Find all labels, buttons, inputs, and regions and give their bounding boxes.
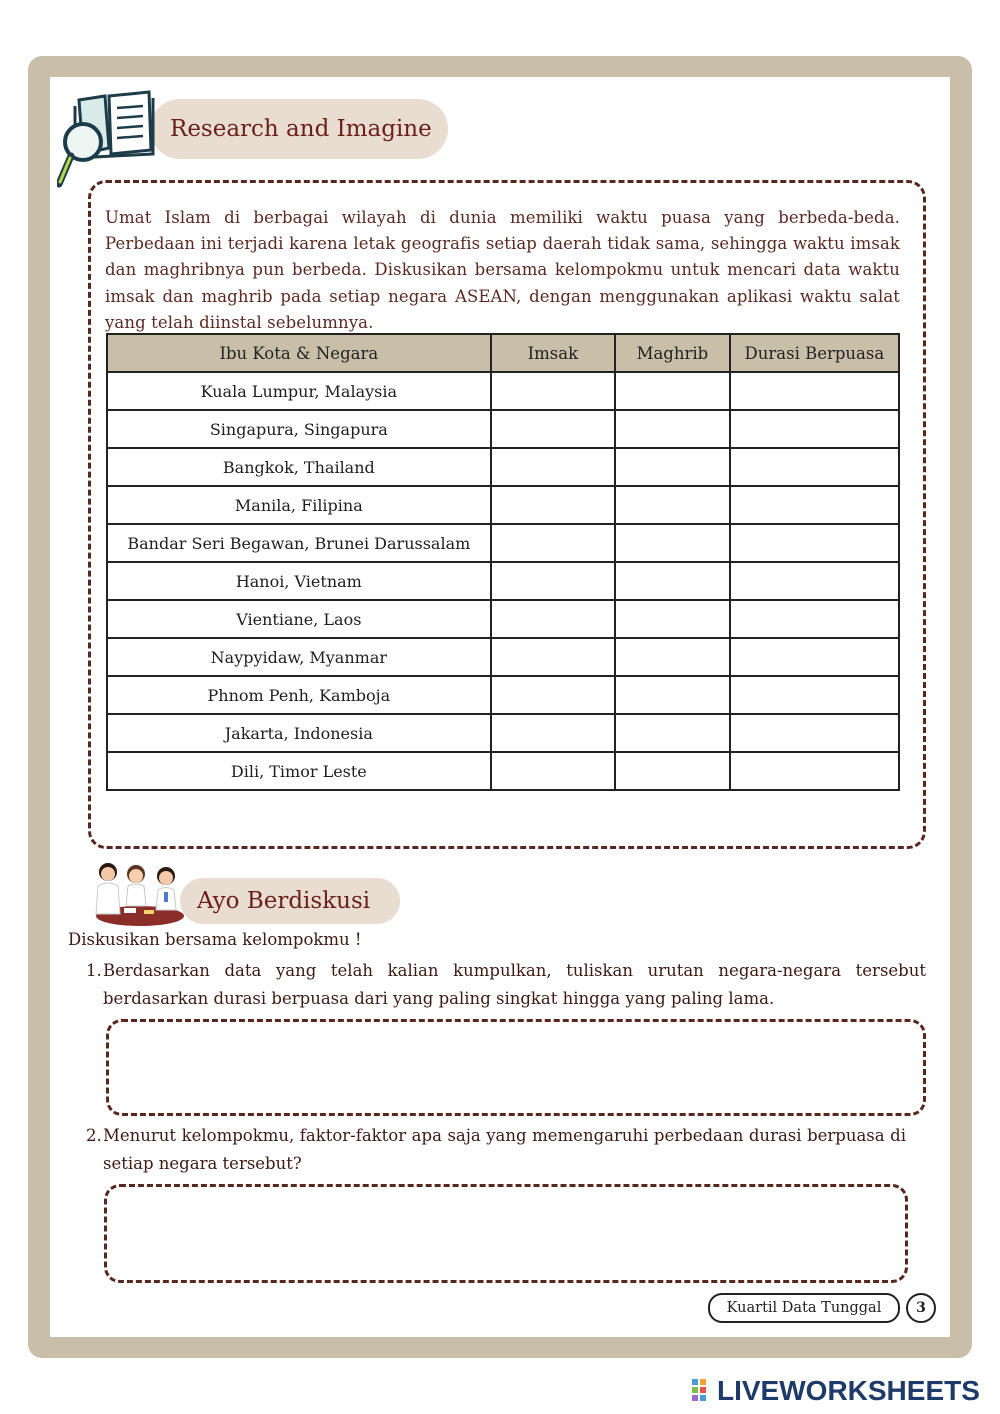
duration-cell[interactable] <box>730 600 899 638</box>
maghrib-cell[interactable] <box>615 714 730 752</box>
city-cell: Hanoi, Vietnam <box>107 562 491 600</box>
duration-cell[interactable] <box>730 714 899 752</box>
duration-cell[interactable] <box>730 752 899 790</box>
liveworksheets-logo-icon <box>692 1379 714 1403</box>
table-header-row <box>107 334 899 372</box>
imsak-cell[interactable] <box>491 486 615 524</box>
table-row <box>107 410 899 448</box>
students-discussion-icon <box>84 860 188 928</box>
question-text: Menurut kelompokmu, faktor-faktor apa saja yang memengaruhi perbedaan durasi berpuasa di setiap negara tersebut? <box>103 1126 906 1173</box>
city-cell: Vientiane, Laos <box>107 600 491 638</box>
research-heading <box>150 99 448 159</box>
maghrib-cell[interactable] <box>615 524 730 562</box>
maghrib-cell[interactable] <box>615 486 730 524</box>
table-row <box>107 600 899 638</box>
maghrib-cell[interactable] <box>615 676 730 714</box>
table-row <box>107 752 899 790</box>
imsak-cell[interactable] <box>491 638 615 676</box>
maghrib-cell[interactable] <box>615 448 730 486</box>
imsak-cell[interactable] <box>491 524 615 562</box>
question-number: 1. <box>86 961 102 980</box>
question-2 <box>86 1122 906 1178</box>
city-cell: Bandar Seri Begawan, Brunei Darussalam <box>107 524 491 562</box>
answer-box-1[interactable] <box>106 1019 926 1116</box>
city-cell: Kuala Lumpur, Malaysia <box>107 372 491 410</box>
table-row <box>107 486 899 524</box>
table-row <box>107 714 899 752</box>
discussion-intro: Diskusikan bersama kelompokmu ! <box>68 930 362 949</box>
question-1 <box>86 957 926 1013</box>
imsak-cell[interactable] <box>491 714 615 752</box>
maghrib-cell[interactable] <box>615 638 730 676</box>
duration-cell[interactable] <box>730 448 899 486</box>
imsak-cell[interactable] <box>491 372 615 410</box>
imsak-cell[interactable] <box>491 448 615 486</box>
city-cell: Phnom Penh, Kamboja <box>107 676 491 714</box>
table-row <box>107 638 899 676</box>
duration-cell[interactable] <box>730 638 899 676</box>
header-duration: Durasi Berpuasa <box>730 334 899 372</box>
table-row <box>107 562 899 600</box>
duration-cell[interactable] <box>730 486 899 524</box>
header-city: Ibu Kota & Negara <box>107 334 491 372</box>
page-number: 3 <box>906 1293 936 1323</box>
city-cell: Manila, Filipina <box>107 486 491 524</box>
question-number: 2. <box>86 1126 102 1145</box>
book-magnifier-icon <box>57 88 157 190</box>
header-maghrib: Maghrib <box>615 334 730 372</box>
city-cell: Naypyidaw, Myanmar <box>107 638 491 676</box>
imsak-cell[interactable] <box>491 562 615 600</box>
table-row <box>107 372 899 410</box>
city-cell: Singapura, Singapura <box>107 410 491 448</box>
imsak-cell[interactable] <box>491 752 615 790</box>
research-title: Research and Imagine <box>170 116 432 142</box>
imsak-cell[interactable] <box>491 410 615 448</box>
table-row <box>107 448 899 486</box>
answer-box-2[interactable] <box>104 1184 908 1283</box>
maghrib-cell[interactable] <box>615 372 730 410</box>
maghrib-cell[interactable] <box>615 752 730 790</box>
duration-cell[interactable] <box>730 372 899 410</box>
liveworksheets-watermark <box>692 1374 980 1408</box>
table-row <box>107 676 899 714</box>
duration-cell[interactable] <box>730 676 899 714</box>
imsak-cell[interactable] <box>491 676 615 714</box>
city-cell: Bangkok, Thailand <box>107 448 491 486</box>
liveworksheets-text: LIVEWORKSHEETS <box>717 1375 980 1406</box>
asean-time-table <box>106 333 900 791</box>
research-paragraph: Umat Islam di berbagai wilayah di dunia memiliki waktu puasa yang berbeda-beda. Perbedaan ini terjadi karena letak geografis setiap daerah tidak sama, sehingga waktu imsak dan maghribnya pun berbeda. Diskusikan bersama kelompokmu untuk mencari data waktu imsak dan maghrib pada setiap negara ASEAN, dengan menggunakan aplikasi waktu salat yang telah diinstal sebelumnya. <box>105 207 900 333</box>
maghrib-cell[interactable] <box>615 562 730 600</box>
duration-cell[interactable] <box>730 410 899 448</box>
city-cell: Jakarta, Indonesia <box>107 714 491 752</box>
maghrib-cell[interactable] <box>615 410 730 448</box>
imsak-cell[interactable] <box>491 600 615 638</box>
discussion-title: Ayo Berdiskusi <box>197 888 371 914</box>
duration-cell[interactable] <box>730 524 899 562</box>
city-cell: Dili, Timor Leste <box>107 752 491 790</box>
header-imsak: Imsak <box>491 334 615 372</box>
discussion-heading <box>180 878 400 924</box>
question-text: Berdasarkan data yang telah kalian kumpulkan, tuliskan urutan negara-negara tersebut berdasarkan durasi berpuasa dari yang paling singkat hingga yang paling lama. <box>103 961 926 1008</box>
chapter-label: Kuartil Data Tunggal <box>708 1293 900 1323</box>
duration-cell[interactable] <box>730 562 899 600</box>
maghrib-cell[interactable] <box>615 600 730 638</box>
table-row <box>107 524 899 562</box>
